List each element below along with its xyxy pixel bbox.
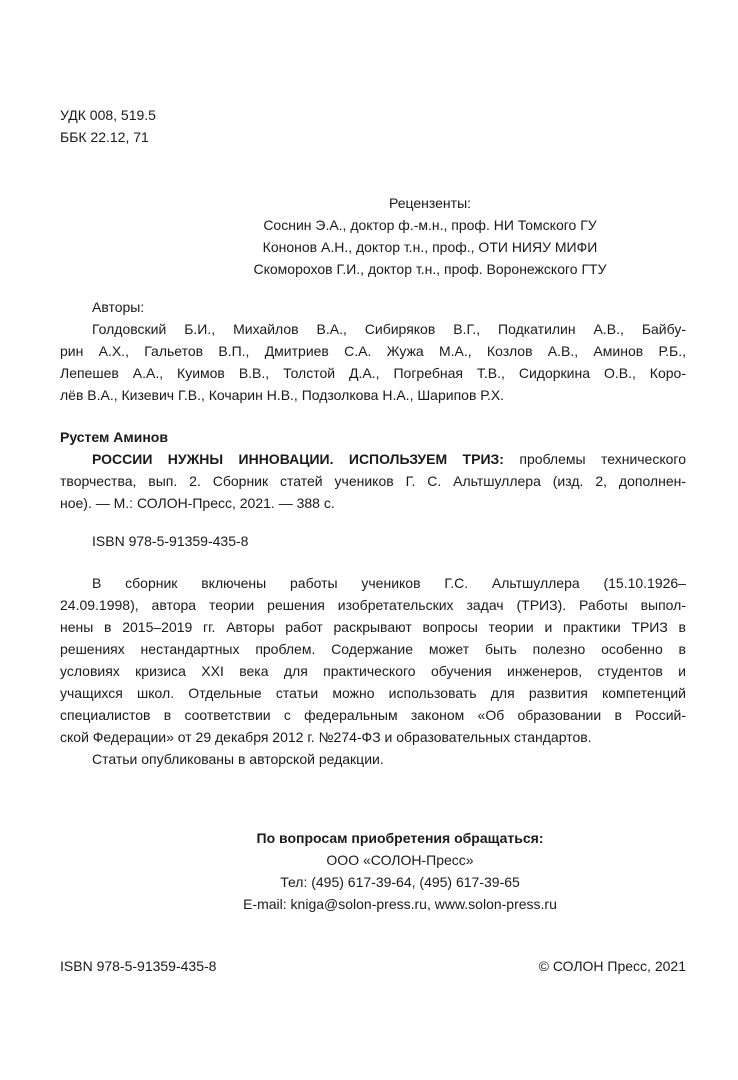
abstract-line: В сборник включены работы учеников Г.С. Альтшуллера (15.10.1926– bbox=[92, 575, 686, 591]
reviewers-heading: Рецензенты: bbox=[388, 195, 472, 211]
reviewer: Кононов А.Н., доктор т.н., проф., ОТИ НИЯУ МИФИ bbox=[262, 239, 598, 255]
citation bbox=[60, 426, 686, 514]
citation-line: ное). — М.: СОЛОН-Пресс, 2021. — 388 с. bbox=[60, 495, 335, 511]
isbn bbox=[60, 530, 686, 552]
abstract-line: специалистов в соответствии с федеральным законом «Об образовании в Россий- bbox=[60, 707, 686, 723]
abstract-line: условиях кризиса XXI века для практического обучения инженеров, студентов и bbox=[60, 663, 686, 679]
isbn-text: ISBN 978-5-91359-435-8 bbox=[92, 533, 249, 549]
authors-line: лёв В.А., Кизевич Г.В., Кочарин Н.В., Подзолкова Н.А., Шарипов Р.Х. bbox=[60, 387, 505, 403]
reviewer: Соснин Э.А., доктор ф.-м.н., проф. НИ Томского ГУ bbox=[263, 217, 597, 233]
abstract-line: 24.09.1998), автора теории решения изобретательских задач (ТРИЗ). Работы выпол- bbox=[60, 597, 686, 613]
abstract bbox=[60, 572, 686, 770]
abstract-note: Статьи опубликованы в авторской редакции. bbox=[92, 751, 384, 767]
authors-line: рин А.Х., Гальетов В.П., Дмитриев С.А. Жужа М.А., Козлов А.В., Аминов Р.Б., bbox=[60, 343, 686, 359]
citation-line: творчества, вып. 2. Сборник статей учеников Г. С. Альтшуллера (изд. 2, дополнен- bbox=[60, 473, 686, 489]
authors-line: Голдовский Б.И., Михайлов В.А., Сибиряков В.Г., Подкатилин А.В., Байбу- bbox=[92, 321, 686, 337]
authors-heading: Авторы: bbox=[92, 299, 145, 315]
publisher-name: ООО «СОЛОН-Пресс» bbox=[326, 852, 474, 868]
contacts-heading: По вопросам приобретения обращаться: bbox=[256, 830, 544, 846]
copyright: © СОЛОН Пресс, 2021 bbox=[538, 958, 686, 974]
citation-title-line: РОССИИ НУЖНЫ ИННОВАЦИИ. ИСПОЛЬЗУЕМ ТРИЗ: проблемы технического bbox=[92, 451, 686, 467]
phone: Тел: (495) 617-39-64, (495) 617-39-65 bbox=[280, 874, 520, 890]
abstract-line: ской Федерации» от 29 декабря 2012 г. №274-ФЗ и образовательных стандартов. bbox=[60, 729, 592, 745]
abstract-line: нены в 2015–2019 гг. Авторы работ раскрывают вопросы теории и практики ТРИЗ в bbox=[60, 619, 686, 635]
abstract-line: учащихся школ. Отдельные статьи можно использовать для развития компетенций bbox=[60, 685, 686, 701]
authors bbox=[60, 296, 686, 406]
contacts bbox=[120, 827, 680, 915]
bbk-code: ББК 22.12, 71 bbox=[60, 129, 149, 145]
footer-isbn: ISBN 978-5-91359-435-8 bbox=[60, 958, 217, 974]
footer bbox=[60, 955, 686, 977]
classification bbox=[60, 104, 686, 148]
book-title: РОССИИ НУЖНЫ ИННОВАЦИИ. ИСПОЛЬЗУЕМ ТРИЗ: bbox=[92, 451, 504, 467]
authors-line: Лепешев А.А., Куимов В.В., Толстой Д.А., Погребная Т.В., Сидоркина О.В., Коро- bbox=[60, 365, 686, 381]
email-web: E-mail: kniga@solon-press.ru, www.solon-press.ru bbox=[243, 896, 557, 912]
udk-code: УДК 008, 519.5 bbox=[60, 107, 156, 123]
abstract-line: решениях нестандартных проблем. Содержание может быть полезно особенно в bbox=[60, 641, 686, 657]
citation-author: Рустем Аминов bbox=[60, 429, 168, 445]
reviewers bbox=[200, 192, 660, 280]
reviewer: Скоморохов Г.И., доктор т.н., проф. Воронежского ГТУ bbox=[253, 261, 607, 277]
